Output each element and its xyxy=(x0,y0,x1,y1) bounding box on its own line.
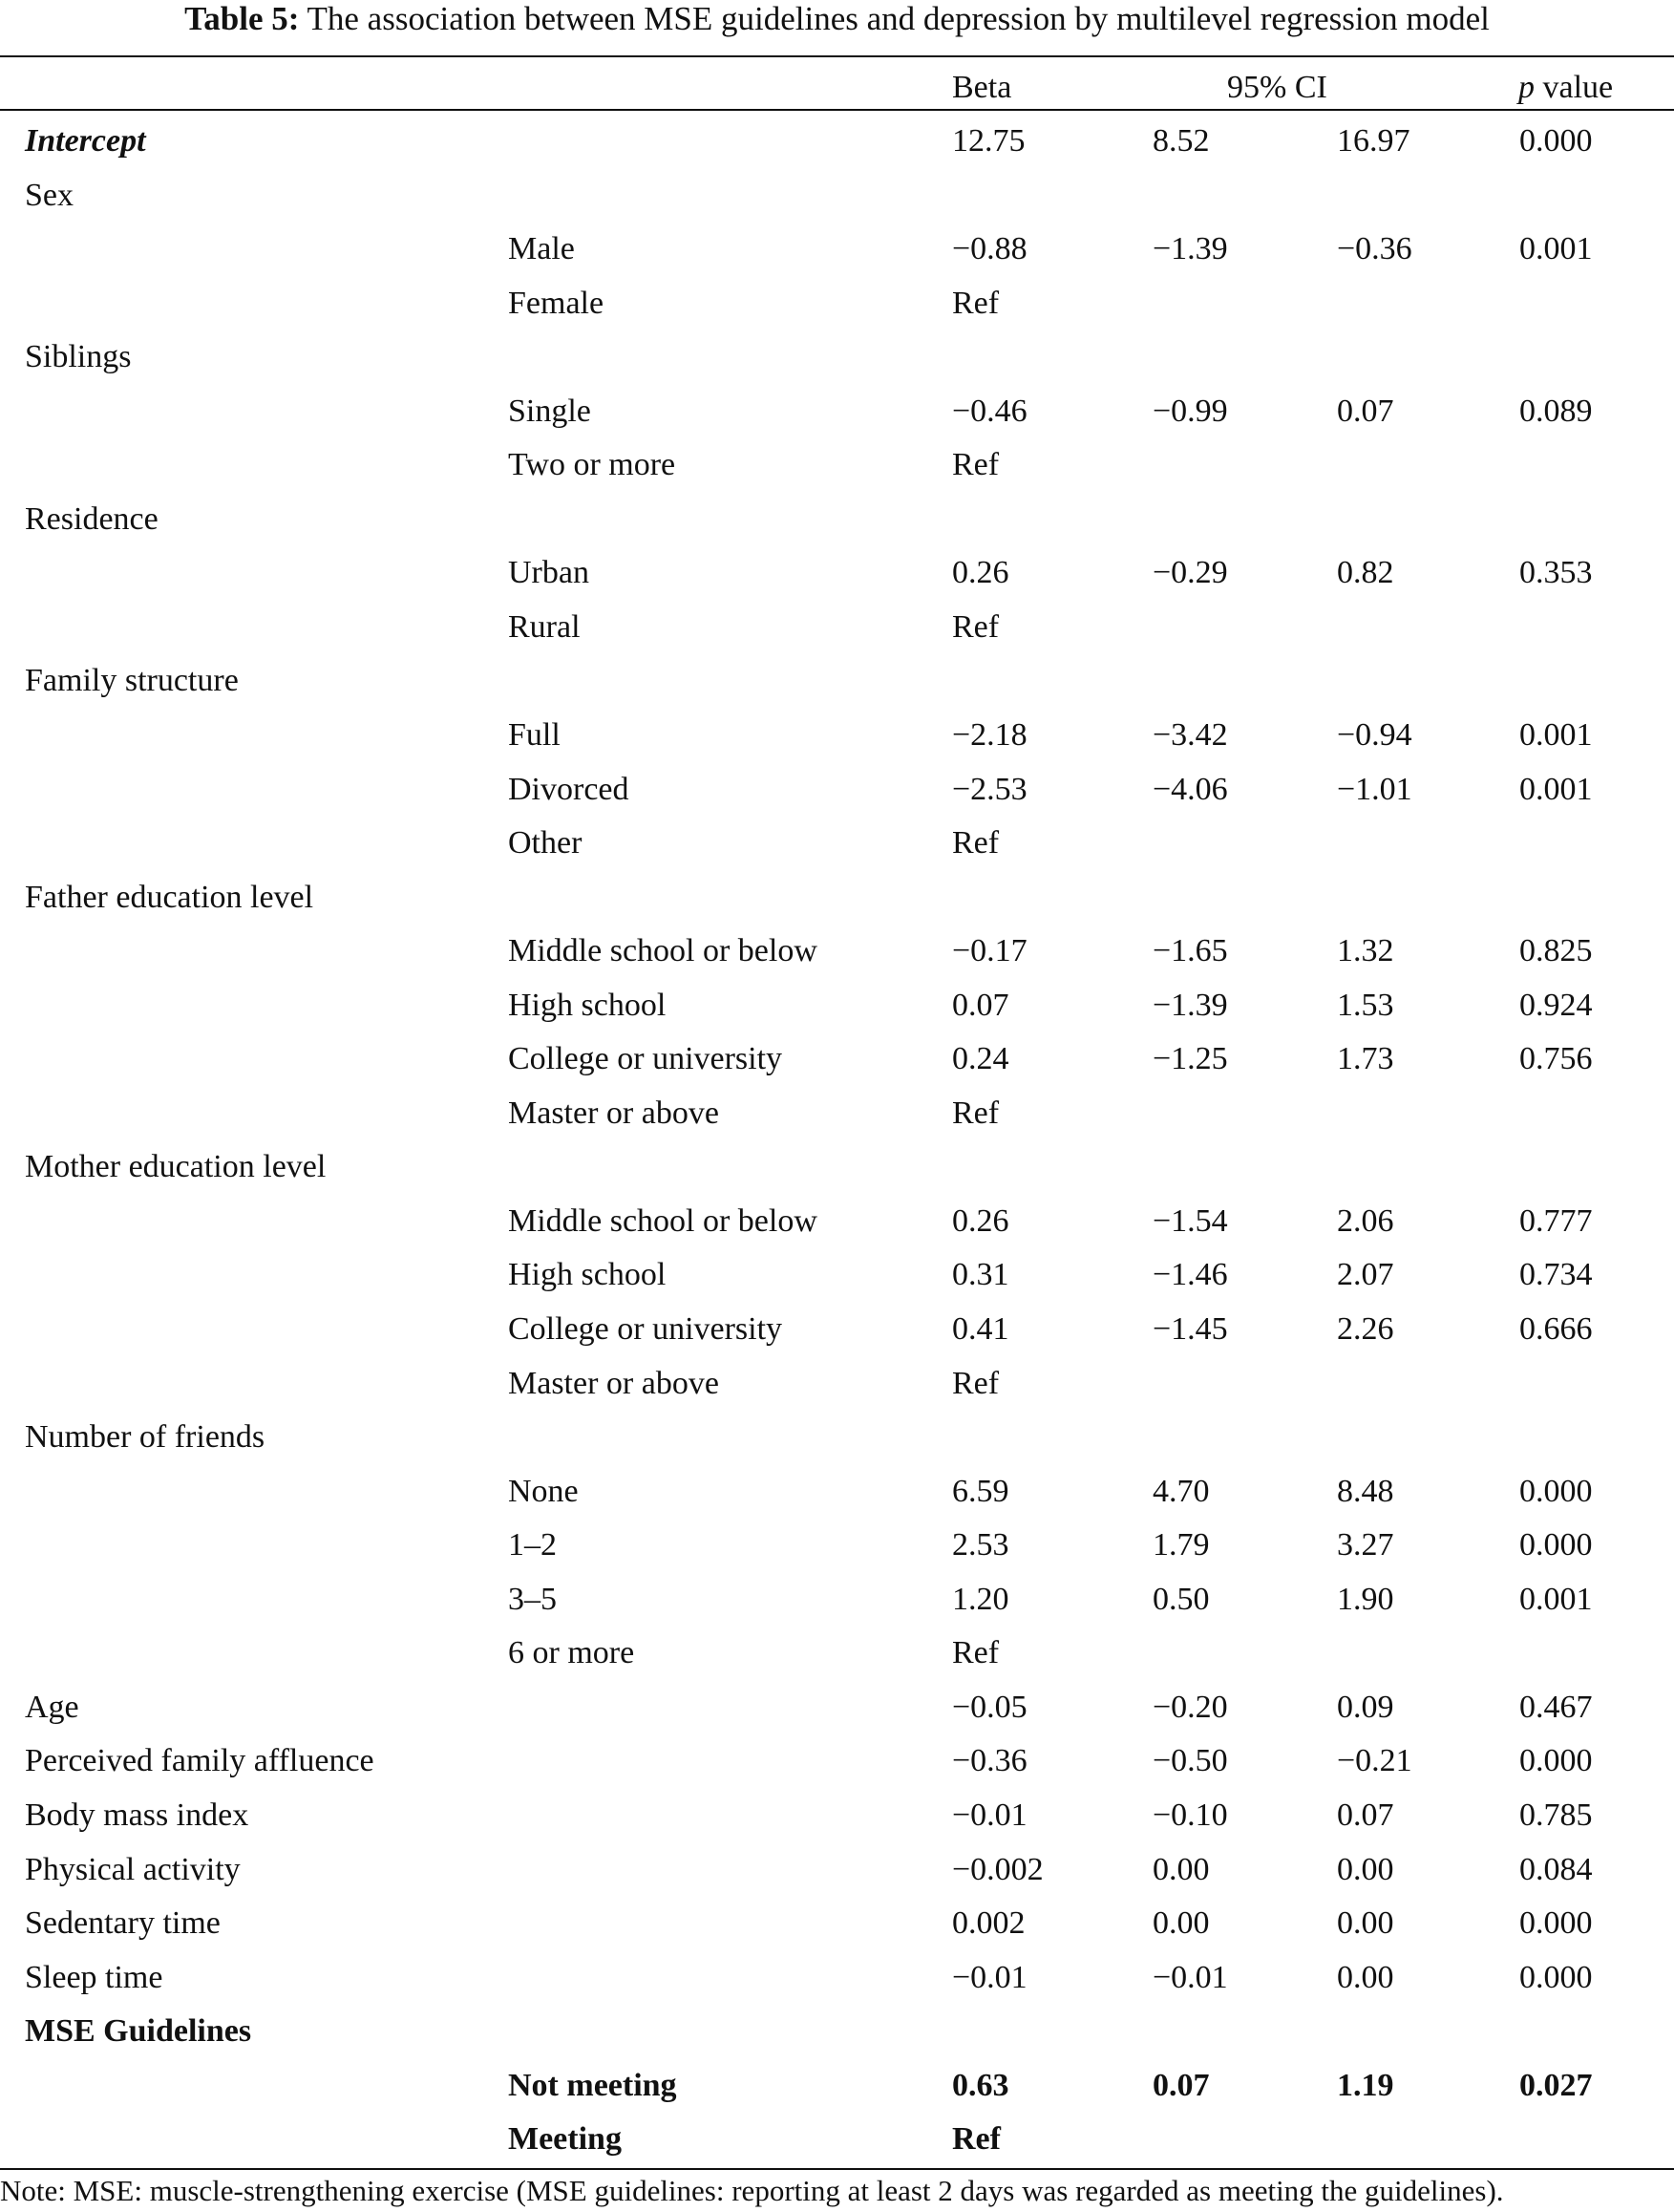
row-level: Middle school or below xyxy=(508,1202,817,1239)
row-p-value: 0.825 xyxy=(1519,933,1593,969)
row-beta: −2.18 xyxy=(952,717,1028,754)
table-caption-title: The association between MSE guidelines and depression by multilevel regression model xyxy=(307,0,1490,37)
table-header xyxy=(0,69,1674,107)
row-ci-high: 0.00 xyxy=(1337,1959,1394,1995)
row-level: College or university xyxy=(508,1311,783,1348)
table-row xyxy=(0,1095,1674,1149)
row-ci-low: 0.00 xyxy=(1153,1851,1210,1887)
row-ci-low: −1.54 xyxy=(1153,1202,1228,1239)
row-p-value: 0.089 xyxy=(1519,393,1593,429)
row-ci-low: −4.06 xyxy=(1153,771,1228,807)
table-row xyxy=(0,716,1674,771)
row-ci-high: 8.48 xyxy=(1337,1473,1394,1509)
row-ci-high: 2.06 xyxy=(1337,1202,1394,1239)
table-row xyxy=(0,285,1674,339)
row-variable: Sedentary time xyxy=(25,1905,221,1942)
row-beta: Ref xyxy=(952,447,1000,483)
table-row xyxy=(0,122,1674,177)
table-row xyxy=(0,608,1674,663)
table-row xyxy=(0,879,1674,933)
row-level: Middle school or below xyxy=(508,933,817,969)
table-row xyxy=(0,338,1674,393)
row-level: Full xyxy=(508,717,561,754)
row-p-value: 0.000 xyxy=(1519,1905,1593,1942)
row-p-value: 0.924 xyxy=(1519,987,1593,1023)
row-ci-low: −1.25 xyxy=(1153,1041,1228,1077)
row-p-value: 0.001 xyxy=(1519,1581,1593,1617)
row-variable: Family structure xyxy=(25,663,239,699)
row-ci-low: −1.39 xyxy=(1153,987,1228,1023)
row-ci-high: −0.36 xyxy=(1337,231,1412,267)
row-beta: 0.31 xyxy=(952,1257,1009,1293)
table-row xyxy=(0,446,1674,500)
row-level: Rural xyxy=(508,608,581,645)
row-ci-high: 0.07 xyxy=(1337,393,1394,429)
row-variable: Perceived family affluence xyxy=(25,1743,374,1779)
table-caption-label: Table 5: xyxy=(184,0,300,37)
table-row xyxy=(0,1310,1674,1365)
row-p-value: 0.467 xyxy=(1519,1689,1593,1725)
table-row xyxy=(0,2067,1674,2121)
row-level: 3–5 xyxy=(508,1581,557,1617)
row-ci-low: −1.65 xyxy=(1153,933,1228,969)
row-ci-low: 4.70 xyxy=(1153,1473,1210,1509)
table-row xyxy=(0,1148,1674,1202)
row-beta: 0.26 xyxy=(952,555,1009,591)
table-row xyxy=(0,1365,1674,1419)
row-beta: −0.01 xyxy=(952,1959,1028,1995)
row-ci-high: 16.97 xyxy=(1337,123,1410,159)
table-row xyxy=(0,1418,1674,1473)
row-ci-low: −0.01 xyxy=(1153,1959,1228,1995)
row-p-value: 0.785 xyxy=(1519,1797,1593,1833)
table-row xyxy=(0,1202,1674,1257)
row-variable: Siblings xyxy=(25,339,132,375)
row-level: Other xyxy=(508,825,583,861)
table-row xyxy=(0,500,1674,555)
row-p-value: 0.000 xyxy=(1519,123,1593,159)
row-ci-high: 0.00 xyxy=(1337,1905,1394,1942)
table-row xyxy=(0,824,1674,879)
row-beta: 6.59 xyxy=(952,1473,1009,1509)
row-ci-low: 0.00 xyxy=(1153,1905,1210,1942)
row-beta: Ref xyxy=(952,1095,1000,1131)
row-variable: Father education level xyxy=(25,879,314,915)
table-row xyxy=(0,1797,1674,1851)
row-ci-high: 0.00 xyxy=(1337,1851,1394,1887)
table-top-rule xyxy=(0,55,1674,57)
row-beta: −0.88 xyxy=(952,231,1028,267)
row-beta: 12.75 xyxy=(952,123,1026,159)
table-row xyxy=(0,1256,1674,1310)
row-variable: Number of friends xyxy=(25,1419,265,1456)
row-level: Single xyxy=(508,393,591,429)
table-row xyxy=(0,662,1674,716)
row-variable: Mother education level xyxy=(25,1149,327,1185)
row-level: College or university xyxy=(508,1041,783,1077)
header-p-value xyxy=(1518,69,1613,107)
table-bottom-rule xyxy=(0,2168,1674,2170)
row-ci-high: 1.90 xyxy=(1337,1581,1394,1617)
row-beta: 0.07 xyxy=(952,987,1009,1023)
row-level: 6 or more xyxy=(508,1635,635,1671)
row-variable: Intercept xyxy=(25,123,146,159)
row-p-value: 0.777 xyxy=(1519,1202,1593,1239)
row-level: Master or above xyxy=(508,1095,719,1131)
row-beta: 2.53 xyxy=(952,1527,1009,1563)
row-beta: 0.26 xyxy=(952,1202,1009,1239)
table-row xyxy=(0,554,1674,608)
row-level: Male xyxy=(508,231,575,267)
row-p-value: 0.084 xyxy=(1519,1851,1593,1887)
row-ci-high: 0.07 xyxy=(1337,1797,1394,1833)
row-beta: −0.002 xyxy=(952,1851,1044,1887)
header-ci: 95% CI xyxy=(1227,70,1327,105)
table-row xyxy=(0,2012,1674,2067)
row-p-value: 0.000 xyxy=(1519,1959,1593,1995)
row-level: 1–2 xyxy=(508,1527,557,1563)
table-note: Note: MSE: muscle-strengthening exercise (MSE guidelines: reporting at least 2 days was regarded as meeting the guidelines). xyxy=(0,2174,1504,2207)
row-beta: Ref xyxy=(952,825,1000,861)
row-variable: Physical activity xyxy=(25,1851,241,1887)
table-caption xyxy=(0,0,1674,55)
row-variable: Age xyxy=(25,1689,79,1725)
table-row xyxy=(0,1689,1674,1743)
header-beta: Beta xyxy=(952,70,1012,105)
row-ci-low: −0.10 xyxy=(1153,1797,1228,1833)
row-level: Meeting xyxy=(508,2121,622,2158)
table-row xyxy=(0,1526,1674,1581)
row-beta: −0.46 xyxy=(952,393,1028,429)
row-beta: Ref xyxy=(952,2121,1001,2158)
row-variable: Body mass index xyxy=(25,1797,249,1833)
row-p-value: 0.001 xyxy=(1519,717,1593,754)
row-beta: −0.36 xyxy=(952,1743,1028,1779)
row-ci-low: −1.45 xyxy=(1153,1311,1228,1348)
row-beta: 1.20 xyxy=(952,1581,1009,1617)
table-row xyxy=(0,1581,1674,1635)
header-p-rest: value xyxy=(1542,70,1614,105)
row-p-value: 0.666 xyxy=(1519,1311,1593,1348)
row-ci-low: −1.39 xyxy=(1153,231,1228,267)
row-ci-high: 1.53 xyxy=(1337,987,1394,1023)
row-variable: Sex xyxy=(25,177,74,213)
row-p-value: 0.734 xyxy=(1519,1257,1593,1293)
row-beta: Ref xyxy=(952,285,1000,321)
row-level: Master or above xyxy=(508,1365,719,1401)
row-beta: Ref xyxy=(952,1365,1000,1401)
row-ci-high: −1.01 xyxy=(1337,771,1412,807)
table-row xyxy=(0,1904,1674,1959)
row-ci-low: 8.52 xyxy=(1153,123,1210,159)
table-row xyxy=(0,987,1674,1041)
table-row xyxy=(0,1473,1674,1527)
table-row xyxy=(0,1851,1674,1905)
row-beta: 0.63 xyxy=(952,2067,1009,2103)
row-p-value: 0.000 xyxy=(1519,1527,1593,1563)
table-header-rule xyxy=(0,109,1674,111)
header-p-italic: p xyxy=(1518,70,1535,105)
row-beta: Ref xyxy=(952,608,1000,645)
row-level: Divorced xyxy=(508,771,629,807)
row-beta: −0.05 xyxy=(952,1689,1028,1725)
table-row xyxy=(0,1040,1674,1095)
row-beta: −0.17 xyxy=(952,933,1028,969)
row-ci-low: −0.50 xyxy=(1153,1743,1228,1779)
row-p-value: 0.027 xyxy=(1519,2067,1593,2103)
table-body xyxy=(0,122,1674,2175)
row-ci-high: −0.94 xyxy=(1337,717,1412,754)
row-ci-high: 0.82 xyxy=(1337,555,1394,591)
table-row xyxy=(0,393,1674,447)
row-p-value: 0.001 xyxy=(1519,771,1593,807)
row-ci-high: 1.19 xyxy=(1337,2067,1394,2103)
row-beta: −0.01 xyxy=(952,1797,1028,1833)
row-p-value: 0.001 xyxy=(1519,231,1593,267)
row-level: None xyxy=(508,1473,579,1509)
row-beta: 0.41 xyxy=(952,1311,1009,1348)
row-level: Two or more xyxy=(508,447,676,483)
row-ci-low: 0.50 xyxy=(1153,1581,1210,1617)
row-beta: 0.002 xyxy=(952,1905,1026,1942)
table-row xyxy=(0,177,1674,231)
row-p-value: 0.000 xyxy=(1519,1743,1593,1779)
row-variable: MSE Guidelines xyxy=(25,2013,252,2050)
row-level: High school xyxy=(508,987,667,1023)
row-ci-low: −0.29 xyxy=(1153,555,1228,591)
row-beta: 0.24 xyxy=(952,1041,1009,1077)
row-p-value: 0.000 xyxy=(1519,1473,1593,1509)
row-level: Female xyxy=(508,285,604,321)
row-level: High school xyxy=(508,1257,667,1293)
row-ci-high: 1.73 xyxy=(1337,1041,1394,1077)
row-ci-low: 1.79 xyxy=(1153,1527,1210,1563)
table-row xyxy=(0,1742,1674,1797)
row-variable: Residence xyxy=(25,500,159,537)
row-ci-low: −0.20 xyxy=(1153,1689,1228,1725)
row-ci-low: 0.07 xyxy=(1153,2067,1210,2103)
table-row xyxy=(0,1634,1674,1689)
row-beta: −2.53 xyxy=(952,771,1028,807)
row-p-value: 0.353 xyxy=(1519,555,1593,591)
table-row xyxy=(0,1959,1674,2013)
table-row xyxy=(0,2120,1674,2175)
row-p-value: 0.756 xyxy=(1519,1041,1593,1077)
table-row xyxy=(0,771,1674,825)
row-ci-low: −3.42 xyxy=(1153,717,1228,754)
row-ci-high: 2.07 xyxy=(1337,1257,1394,1293)
row-variable: Sleep time xyxy=(25,1959,163,1995)
row-ci-high: 1.32 xyxy=(1337,933,1394,969)
row-ci-high: 0.09 xyxy=(1337,1689,1394,1725)
row-ci-high: 3.27 xyxy=(1337,1527,1394,1563)
row-ci-low: −0.99 xyxy=(1153,393,1228,429)
row-beta: Ref xyxy=(952,1635,1000,1671)
row-level: Not meeting xyxy=(508,2067,677,2103)
row-ci-low: −1.46 xyxy=(1153,1257,1228,1293)
table-row xyxy=(0,932,1674,987)
table-row xyxy=(0,230,1674,285)
row-level: Urban xyxy=(508,555,589,591)
row-ci-high: 2.26 xyxy=(1337,1311,1394,1348)
row-ci-high: −0.21 xyxy=(1337,1743,1412,1779)
